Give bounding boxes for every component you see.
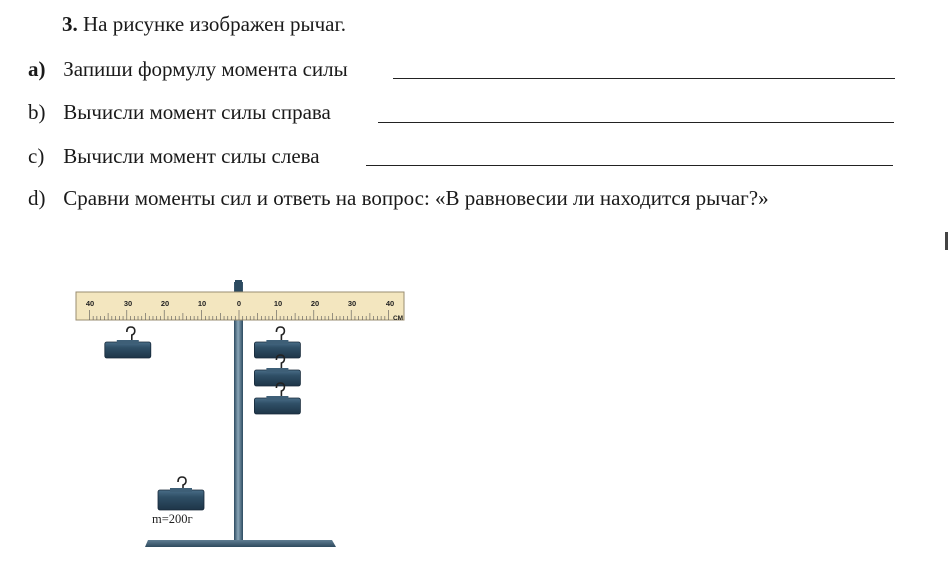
- question-d-text: Сравни моменты сил и ответь на вопрос: «В равновесии ли находится рычаг?»: [63, 186, 769, 210]
- answer-line-b[interactable]: [378, 122, 894, 123]
- question-d: [28, 186, 769, 211]
- hanging-weights: [105, 327, 301, 414]
- weight-3: [254, 383, 300, 414]
- question-d-letter: d): [28, 186, 46, 210]
- weight-2: [254, 355, 300, 386]
- ruler-label-8: 40: [385, 299, 395, 308]
- ruler-label-5: 10: [273, 299, 283, 308]
- weight-1: [254, 327, 300, 358]
- question-a-letter: a): [28, 57, 46, 81]
- task-text: На рисунке изображен рычаг.: [77, 12, 346, 36]
- ruler-label-0: 40: [85, 299, 95, 308]
- ruler: [76, 292, 404, 322]
- ruler-unit: CM: [392, 315, 404, 322]
- ruler-label-1: 30: [123, 299, 133, 308]
- question-c: [28, 144, 320, 169]
- stand-pole: [234, 282, 243, 540]
- question-b-text: Вычисли момент силы справа: [63, 100, 331, 124]
- answer-line-a[interactable]: [393, 78, 895, 79]
- ruler-label-6: 20: [310, 299, 320, 308]
- question-c-letter: c): [28, 144, 45, 168]
- task-number: 3.: [62, 12, 78, 36]
- ruler-label-7: 30: [347, 299, 357, 308]
- question-b-letter: b): [28, 100, 46, 124]
- question-b: [28, 100, 331, 125]
- answer-line-c[interactable]: [366, 165, 893, 166]
- question-a-text: Запиши формулу момента силы: [63, 57, 348, 81]
- question-a: [28, 57, 348, 82]
- ruler-label-2: 20: [160, 299, 170, 308]
- lever-figure: [60, 270, 420, 555]
- mass-label: m=200г: [152, 512, 193, 526]
- task-title: [62, 12, 346, 37]
- ruler-label-4: 0: [236, 299, 242, 308]
- page-edge-mark: [945, 232, 948, 250]
- ruler-label-3: 10: [197, 299, 207, 308]
- question-c-text: Вычисли момент силы слева: [63, 144, 320, 168]
- stand-base: [145, 540, 336, 547]
- loose-weight: [152, 477, 204, 526]
- weight-0: [105, 327, 151, 358]
